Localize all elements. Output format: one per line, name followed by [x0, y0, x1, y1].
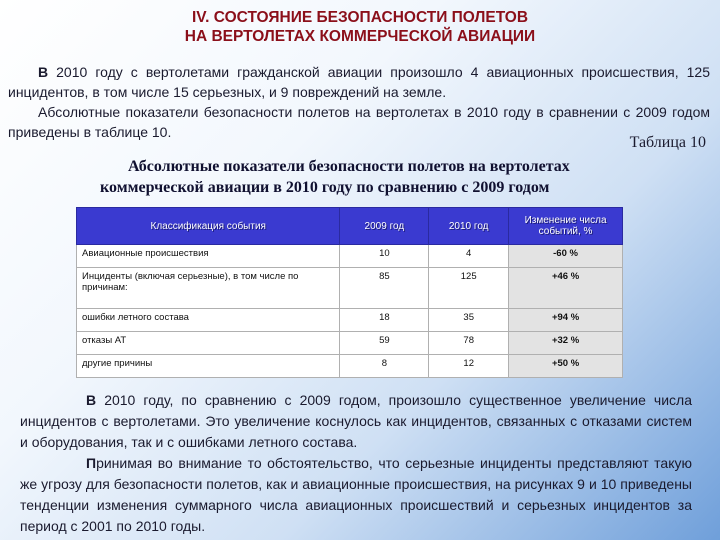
outro-paragraph-2-text: ринимая во внимание то обстоятельство, что серьезные инциденты представляют такую же угрозу для безопасности полетов, как и авиационные происшествия, на рисунках 9 и 10 приведены тенденции изменения суммарного числа авиационных происшествий и серьезных инцидентов за период с 2001 по 2010 годы.	[20, 455, 692, 534]
row-2009: 59	[340, 332, 429, 355]
row-2009: 85	[340, 268, 429, 309]
row-label: ошибки летного состава	[77, 309, 340, 332]
table-title	[100, 156, 660, 198]
table-header-row	[77, 208, 623, 245]
intro-paragraph-1-text: 2010 году с вертолетами гражданской авиации произошло 4 авиационных происшествия, 125 инцидентов, в том числе 15 серьезных, и 9 повреждений на земле.	[8, 64, 710, 100]
header-change: Изменение числа событий, %	[509, 208, 623, 245]
title-line-2: НА ВЕРТОЛЕТАХ КОММЕРЧЕСКОЙ АВИАЦИИ	[184, 28, 536, 45]
header-classification: Классификация события	[77, 208, 340, 245]
row-label: отказы АТ	[77, 332, 340, 355]
table-title-line-1: Абсолютные показатели безопасности полетов на вертолетах	[128, 158, 570, 175]
row-label: Авиационные происшествия	[77, 245, 340, 268]
row-2009: 10	[340, 245, 429, 268]
row-2009: 8	[340, 355, 429, 378]
intro-lead-letter: В	[38, 64, 49, 80]
page-title	[0, 8, 720, 46]
row-label: другие причины	[77, 355, 340, 378]
row-change: +46 %	[509, 268, 623, 309]
row-change: -60 %	[509, 245, 623, 268]
row-label: Инциденты (включая серьезные), в том числе по причинам:	[77, 268, 340, 309]
outro-lead-letter-1: В	[86, 392, 97, 408]
outro-paragraph-2	[20, 453, 692, 537]
table-row	[77, 355, 623, 378]
table-number-label: Таблица 10	[629, 134, 706, 151]
row-2010: 4	[429, 245, 509, 268]
row-2010: 125	[429, 268, 509, 309]
row-change: +50 %	[509, 355, 623, 378]
row-change: +32 %	[509, 332, 623, 355]
table-row	[77, 309, 623, 332]
intro-paragraph-2: Абсолютные показатели безопасности полетов на вертолетах в 2010 году в сравнении с 2009 годом приведены в таблице 10.	[8, 104, 710, 140]
outro-lead-letter-2: П	[86, 455, 97, 471]
header-2009: 2009 год	[340, 208, 429, 245]
outro-paragraph-1	[20, 390, 692, 453]
row-2009: 18	[340, 309, 429, 332]
title-line-1: IV. СОСТОЯНИЕ БЕЗОПАСНОСТИ ПОЛЕТОВ	[191, 9, 529, 26]
intro-paragraph-1	[8, 62, 710, 102]
table-row	[77, 245, 623, 268]
row-2010: 35	[429, 309, 509, 332]
table-title-line-2: коммерческой авиации в 2010 году по сравнению с 2009 годом	[100, 179, 550, 196]
row-change: +94 %	[509, 309, 623, 332]
intro-text	[8, 62, 710, 142]
header-2010: 2010 год	[429, 208, 509, 245]
row-2010: 78	[429, 332, 509, 355]
table-row	[77, 332, 623, 355]
outro-paragraph-1-text: 2010 году, по сравнению с 2009 годом, произошло существенное увеличение числа инцидентов с вертолетами. Это увеличение коснулось как инцидентов, связанных с отказами систем и оборудования, так и с ошибками летного состава.	[20, 392, 692, 450]
safety-table	[76, 207, 623, 378]
conclusion-text	[20, 390, 692, 537]
table-row	[77, 268, 623, 309]
row-2010: 12	[429, 355, 509, 378]
